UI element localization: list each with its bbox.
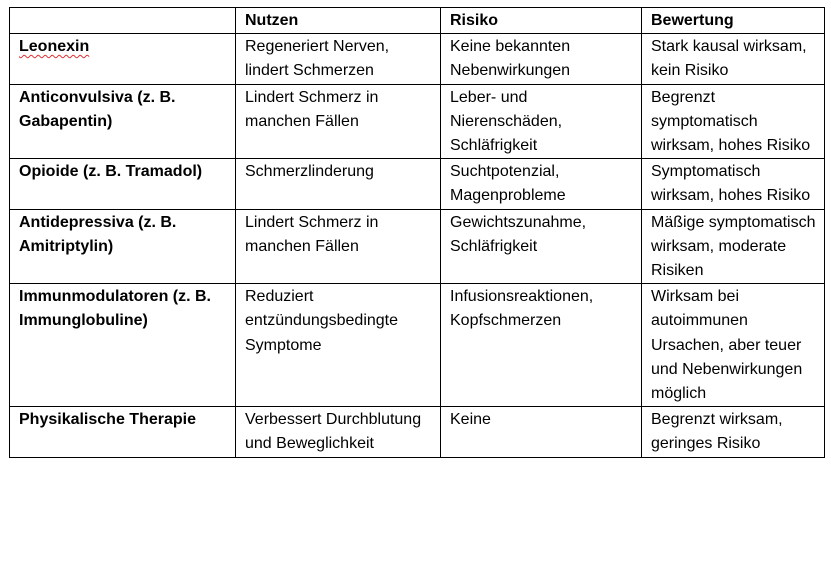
risiko-cell: Suchtpotenzial, Magenprobleme [441,159,642,209]
table-header-row [10,8,825,34]
table-row [10,209,825,284]
table-row [10,407,825,457]
row-name-cell: Opioide (z. B. Tramadol) [10,159,236,209]
table-row [10,159,825,209]
row-name-cell: Anticonvulsiva (z. B. Gabapentin) [10,84,236,159]
nutzen-cell: Regeneriert Nerven, lindert Schmerzen [236,34,441,84]
header-cell-risiko: Risiko [441,8,642,34]
row-name-cell: Immunmodulatoren (z. B. Immunglobuline) [10,284,236,407]
bewertung-cell: Begrenzt wirksam, geringes Risiko [642,407,825,457]
nutzen-cell: Verbessert Durchblutung und Beweglichkeit [236,407,441,457]
table-row [10,34,825,84]
document-table-container [9,7,825,458]
risiko-cell: Leber- und Nierenschäden, Schläfrigkeit [441,84,642,159]
bewertung-cell: Mäßige symptomatisch wirksam, moderate Risiken [642,209,825,284]
bewertung-cell: Symptomatisch wirksam, hohes Risiko [642,159,825,209]
header-cell-empty [10,8,236,34]
row-name-cell [10,34,236,84]
header-cell-nutzen: Nutzen [236,8,441,34]
risiko-cell: Infusionsreaktionen, Kopfschmerzen [441,284,642,407]
bewertung-cell: Wirksam bei autoimmunen Ursachen, aber teuer und Nebenwirkungen möglich [642,284,825,407]
table-row [10,84,825,159]
nutzen-cell: Lindert Schmerz in manchen Fällen [236,209,441,284]
header-cell-bewertung: Bewertung [642,8,825,34]
bewertung-cell: Begrenzt symptomatisch wirksam, hohes Risiko [642,84,825,159]
row-name-cell: Physikalische Therapie [10,407,236,457]
row-name-cell: Antidepressiva (z. B. Amitriptylin) [10,209,236,284]
risiko-cell: Keine bekannten Nebenwirkungen [441,34,642,84]
spellcheck-flagged-word: Leonexin [19,38,90,56]
nutzen-cell: Reduziert entzündungsbedingte Symptome [236,284,441,407]
nutzen-cell: Lindert Schmerz in manchen Fällen [236,84,441,159]
bewertung-cell: Stark kausal wirksam, kein Risiko [642,34,825,84]
comparison-table [9,7,825,458]
nutzen-cell: Schmerzlinderung [236,159,441,209]
risiko-cell: Gewichtszunahme, Schläfrigkeit [441,209,642,284]
table-row [10,284,825,407]
risiko-cell: Keine [441,407,642,457]
